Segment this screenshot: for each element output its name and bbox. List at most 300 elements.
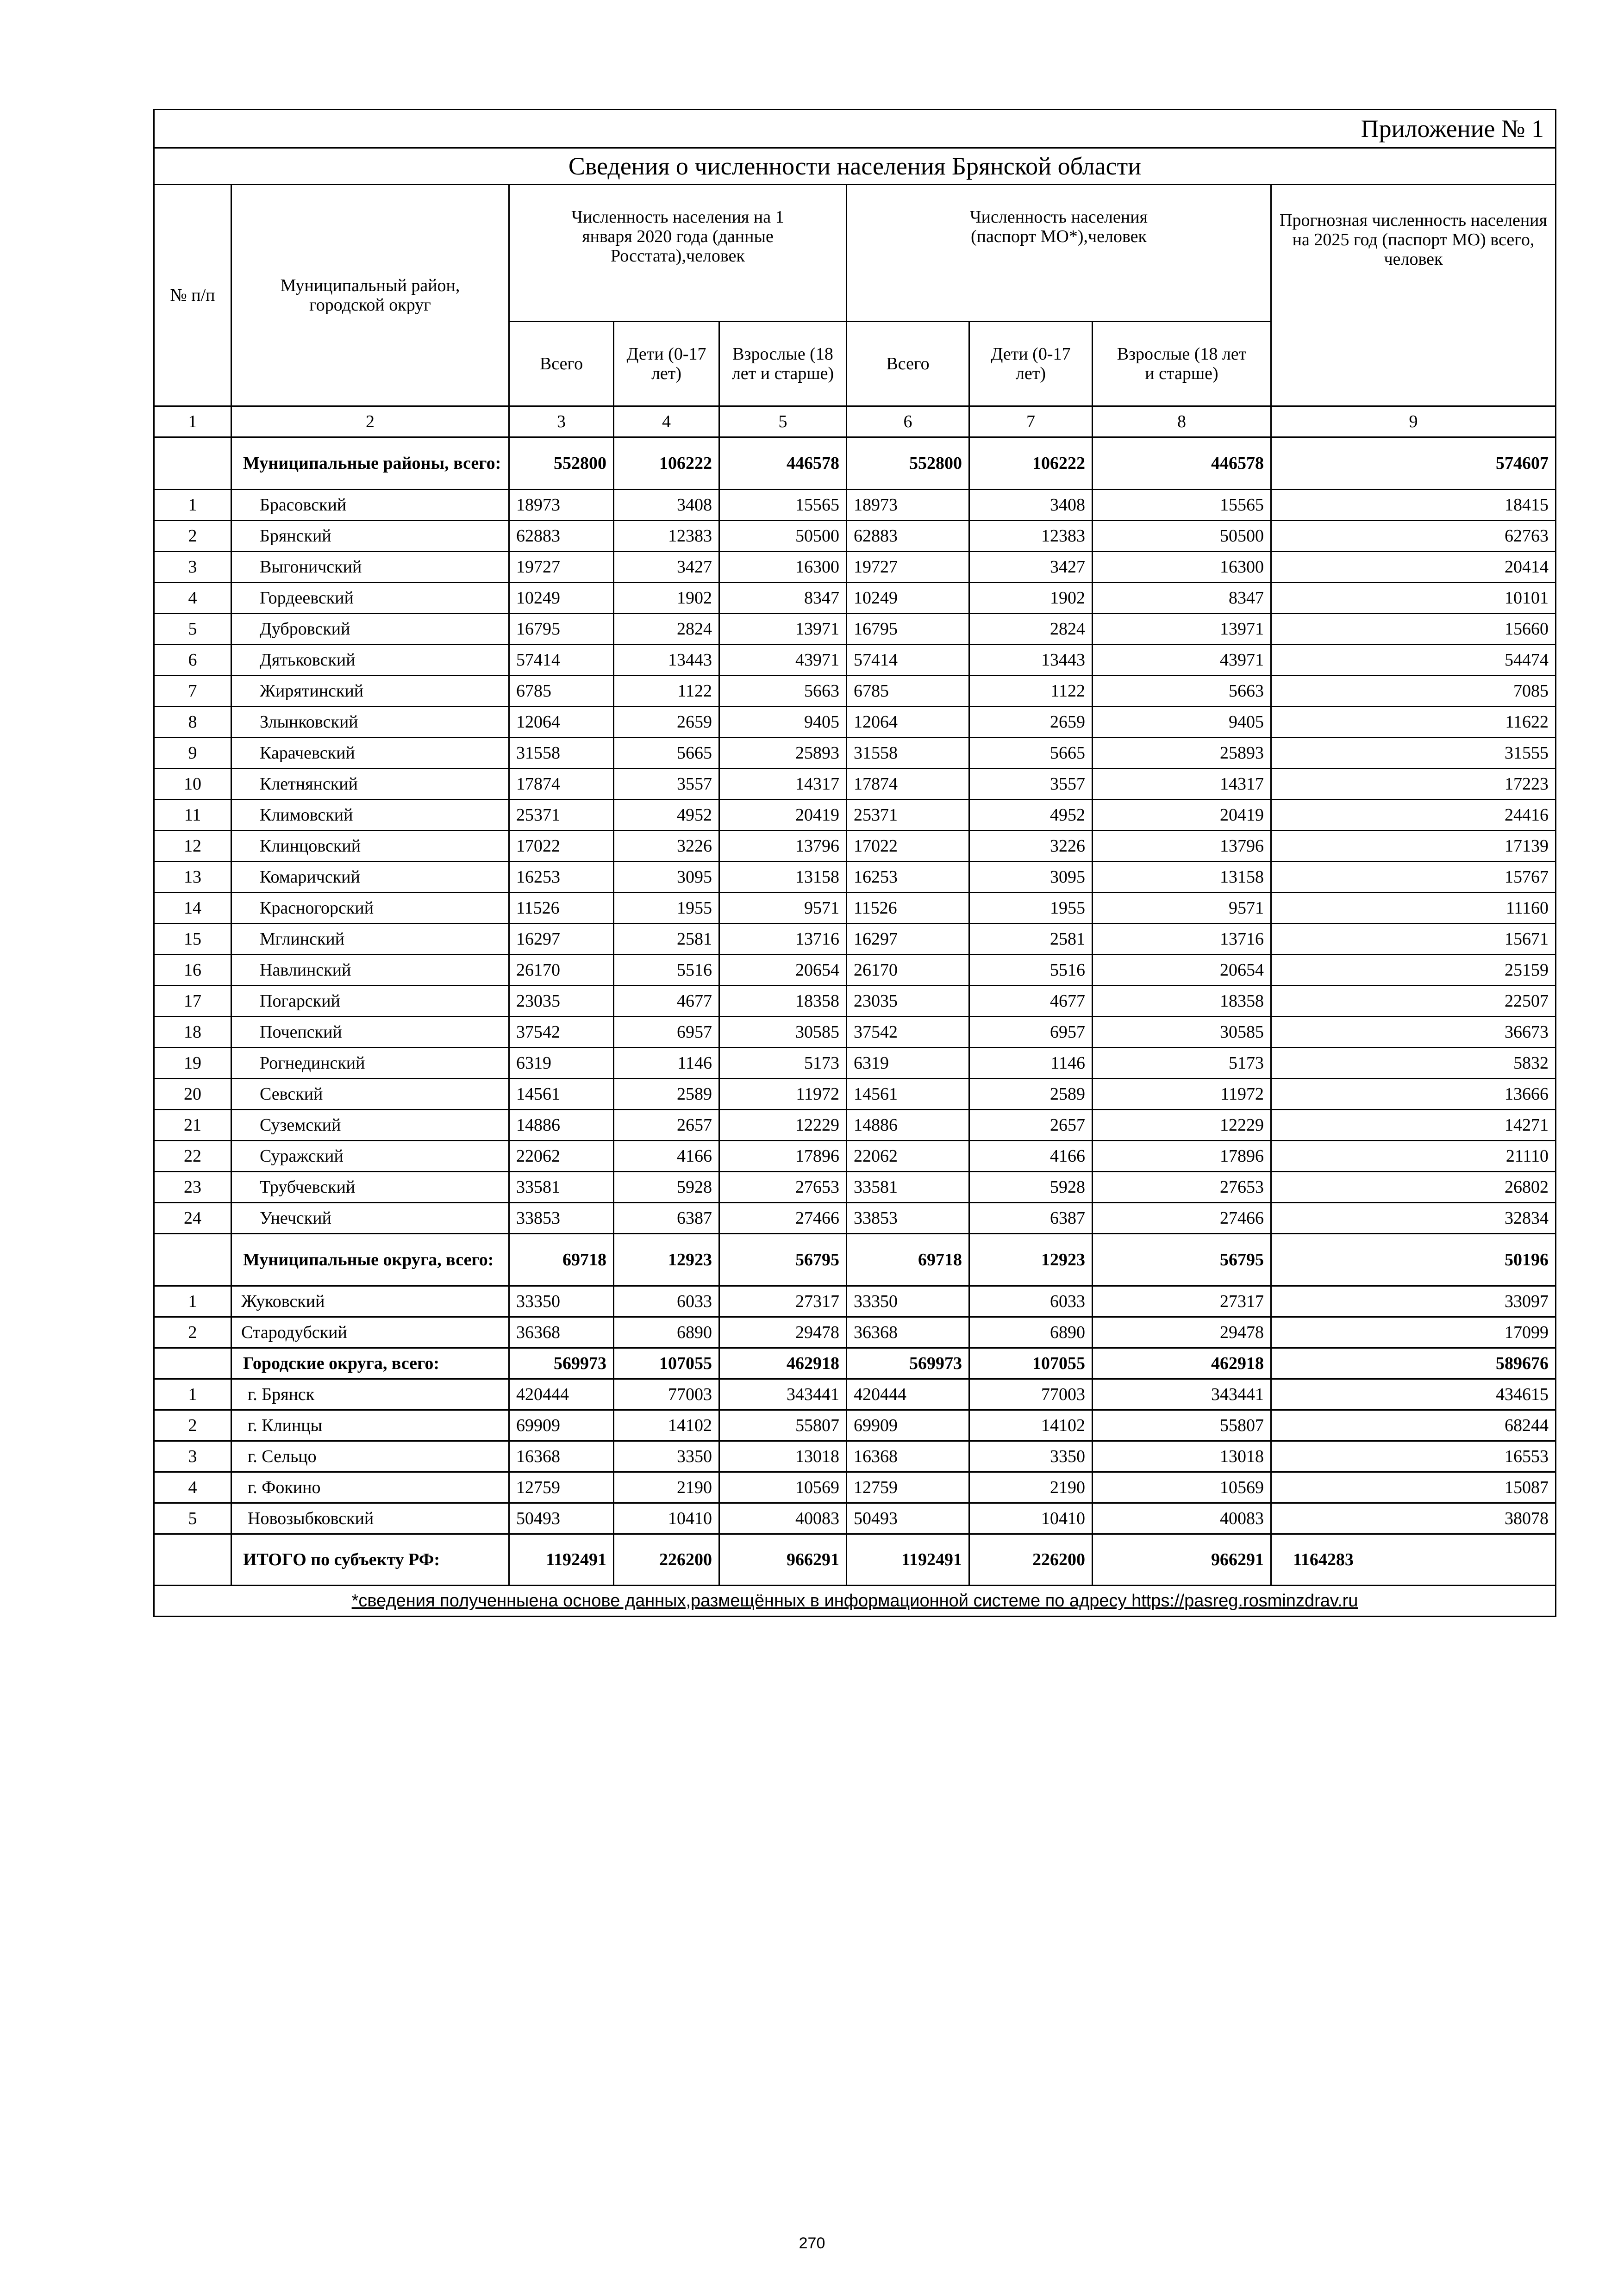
section-value: 552800 <box>509 437 614 490</box>
header-num: № п/п <box>154 185 231 406</box>
district-name: Красногорский <box>231 893 509 924</box>
table-row <box>154 676 1556 707</box>
table-row <box>154 1048 1556 1079</box>
population-value: 17022 <box>509 831 614 862</box>
population-value: 1122 <box>969 676 1093 707</box>
district-name: Брасовский <box>231 490 509 521</box>
district-name: Погарский <box>231 986 509 1017</box>
population-value: 20414 <box>1271 552 1556 583</box>
district-name: Унечский <box>231 1203 509 1234</box>
grand-total-row <box>154 1534 1556 1586</box>
column-number-row <box>154 406 1556 437</box>
population-value: 8347 <box>719 583 847 614</box>
appendix-label: Приложение № 1 <box>154 110 1556 148</box>
population-value: 16253 <box>847 862 969 893</box>
population-value: 27317 <box>1093 1286 1271 1317</box>
population-value: 25371 <box>847 800 969 831</box>
district-name: Клинцовский <box>231 831 509 862</box>
population-value: 43971 <box>1093 645 1271 676</box>
row-number: 14 <box>154 893 231 924</box>
population-value: 30585 <box>719 1017 847 1048</box>
population-value: 3427 <box>969 552 1093 583</box>
section-value: 569973 <box>509 1348 614 1379</box>
population-value: 5173 <box>719 1048 847 1079</box>
table-row <box>154 1079 1556 1110</box>
row-number: 21 <box>154 1110 231 1141</box>
population-value: 10101 <box>1271 583 1556 614</box>
population-value: 4166 <box>969 1141 1093 1172</box>
population-value: 15565 <box>1093 490 1271 521</box>
footnote: *сведения полученныена основе данных,размещённых в информационной системе по адресу https://pasreg.rosminzdrav.ru <box>154 1586 1556 1617</box>
population-value: 16297 <box>847 924 969 955</box>
row-number: 1 <box>154 490 231 521</box>
population-value: 55807 <box>719 1410 847 1441</box>
population-value: 11526 <box>847 893 969 924</box>
section-value: 69718 <box>509 1234 614 1286</box>
population-value: 420444 <box>509 1379 614 1410</box>
population-value: 12759 <box>847 1472 969 1503</box>
population-value: 14102 <box>969 1410 1093 1441</box>
row-number: 6 <box>154 645 231 676</box>
population-value: 14886 <box>509 1110 614 1141</box>
district-name: Почепский <box>231 1017 509 1048</box>
population-value: 33581 <box>847 1172 969 1203</box>
grand-total-value: 966291 <box>1093 1534 1271 1586</box>
population-value: 16795 <box>847 614 969 645</box>
district-name: Стародубский <box>231 1317 509 1348</box>
district-name: Трубчевский <box>231 1172 509 1203</box>
population-value: 2659 <box>614 707 719 738</box>
district-name: Навлинский <box>231 955 509 986</box>
row-number: 16 <box>154 955 231 986</box>
row-number <box>154 437 231 490</box>
table-row <box>154 1017 1556 1048</box>
population-value: 13796 <box>719 831 847 862</box>
population-value: 17139 <box>1271 831 1556 862</box>
population-value: 3427 <box>614 552 719 583</box>
population-value: 27653 <box>1093 1172 1271 1203</box>
section-value: 107055 <box>969 1348 1093 1379</box>
table-row <box>154 1110 1556 1141</box>
population-value: 1955 <box>614 893 719 924</box>
population-value: 27653 <box>719 1172 847 1203</box>
population-value: 13018 <box>1093 1441 1271 1472</box>
row-number: 2 <box>154 521 231 552</box>
population-value: 18358 <box>1093 986 1271 1017</box>
population-value: 20654 <box>1093 955 1271 986</box>
row-number: 23 <box>154 1172 231 1203</box>
population-value: 13716 <box>1093 924 1271 955</box>
population-value: 2589 <box>969 1079 1093 1110</box>
population-value: 13796 <box>1093 831 1271 862</box>
column-number: 5 <box>719 406 847 437</box>
population-value: 17896 <box>719 1141 847 1172</box>
district-name: Комаричский <box>231 862 509 893</box>
population-value: 2657 <box>614 1110 719 1141</box>
column-number: 7 <box>969 406 1093 437</box>
row-number: 10 <box>154 769 231 800</box>
table-row <box>154 1472 1556 1503</box>
row-number <box>154 1348 231 1379</box>
row-number: 4 <box>154 1472 231 1503</box>
population-value: 22062 <box>509 1141 614 1172</box>
population-value: 43971 <box>719 645 847 676</box>
population-value: 3408 <box>969 490 1093 521</box>
population-value: 33853 <box>847 1203 969 1234</box>
table-row <box>154 955 1556 986</box>
population-value: 5173 <box>1093 1048 1271 1079</box>
population-value: 6785 <box>509 676 614 707</box>
population-value: 11160 <box>1271 893 1556 924</box>
population-value: 15660 <box>1271 614 1556 645</box>
header-total-rosstat: Всего <box>509 322 614 406</box>
population-value: 27466 <box>719 1203 847 1234</box>
population-value: 6957 <box>969 1017 1093 1048</box>
population-value: 11972 <box>719 1079 847 1110</box>
row-number: 24 <box>154 1203 231 1234</box>
section-value: 462918 <box>719 1348 847 1379</box>
row-number: 19 <box>154 1048 231 1079</box>
population-value: 32834 <box>1271 1203 1556 1234</box>
table-row <box>154 1503 1556 1534</box>
population-value: 10410 <box>614 1503 719 1534</box>
district-name: Суражский <box>231 1141 509 1172</box>
table-row <box>154 1286 1556 1317</box>
population-value: 20419 <box>719 800 847 831</box>
population-value: 2659 <box>969 707 1093 738</box>
population-value: 3408 <box>614 490 719 521</box>
population-value: 54474 <box>1271 645 1556 676</box>
population-value: 62763 <box>1271 521 1556 552</box>
population-value: 23035 <box>509 986 614 1017</box>
population-value: 27317 <box>719 1286 847 1317</box>
population-value: 17874 <box>847 769 969 800</box>
population-value: 1902 <box>614 583 719 614</box>
district-name: Гордеевский <box>231 583 509 614</box>
population-value: 12229 <box>1093 1110 1271 1141</box>
population-value: 18358 <box>719 986 847 1017</box>
population-value: 2581 <box>614 924 719 955</box>
district-name: Суземский <box>231 1110 509 1141</box>
population-value: 68244 <box>1271 1410 1556 1441</box>
population-value: 50500 <box>719 521 847 552</box>
population-value: 1146 <box>969 1048 1093 1079</box>
section-summary-row <box>154 437 1556 490</box>
population-value: 5663 <box>1093 676 1271 707</box>
population-value: 17099 <box>1271 1317 1556 1348</box>
row-number: 4 <box>154 583 231 614</box>
population-value: 24416 <box>1271 800 1556 831</box>
population-value: 16795 <box>509 614 614 645</box>
district-name: Жирятинский <box>231 676 509 707</box>
population-value: 2190 <box>969 1472 1093 1503</box>
population-value: 2824 <box>969 614 1093 645</box>
population-value: 33097 <box>1271 1286 1556 1317</box>
population-value: 2190 <box>614 1472 719 1503</box>
row-number: 11 <box>154 800 231 831</box>
population-value: 11526 <box>509 893 614 924</box>
population-value: 37542 <box>847 1017 969 1048</box>
population-value: 14561 <box>847 1079 969 1110</box>
section-value: 12923 <box>969 1234 1093 1286</box>
population-value: 29478 <box>719 1317 847 1348</box>
population-value: 17022 <box>847 831 969 862</box>
grand-total-value: 1164283 <box>1271 1534 1556 1586</box>
population-value: 12383 <box>969 521 1093 552</box>
section-value: 12923 <box>614 1234 719 1286</box>
population-value: 31558 <box>847 738 969 769</box>
section-value: 574607 <box>1271 437 1556 490</box>
column-number: 2 <box>231 406 509 437</box>
population-value: 12229 <box>719 1110 847 1141</box>
population-value: 3350 <box>614 1441 719 1472</box>
population-value: 5665 <box>614 738 719 769</box>
population-value: 6033 <box>969 1286 1093 1317</box>
population-value: 37542 <box>509 1017 614 1048</box>
population-value: 2824 <box>614 614 719 645</box>
section-value: 552800 <box>847 437 969 490</box>
table-row <box>154 831 1556 862</box>
population-value: 13443 <box>969 645 1093 676</box>
population-value: 19727 <box>847 552 969 583</box>
population-value: 21110 <box>1271 1141 1556 1172</box>
population-value: 343441 <box>719 1379 847 1410</box>
population-value: 13716 <box>719 924 847 955</box>
section-value: 69718 <box>847 1234 969 1286</box>
population-table <box>153 109 1556 1617</box>
population-value: 6387 <box>614 1203 719 1234</box>
population-value: 20654 <box>719 955 847 986</box>
population-value: 1902 <box>969 583 1093 614</box>
population-value: 9405 <box>1093 707 1271 738</box>
population-value: 50500 <box>1093 521 1271 552</box>
population-value: 18973 <box>847 490 969 521</box>
population-value: 20419 <box>1093 800 1271 831</box>
page-number: 270 <box>799 2234 825 2252</box>
district-name: Дятьковский <box>231 645 509 676</box>
population-value: 13158 <box>1093 862 1271 893</box>
table-row <box>154 614 1556 645</box>
population-value: 13443 <box>614 645 719 676</box>
population-value: 22507 <box>1271 986 1556 1017</box>
population-value: 40083 <box>719 1503 847 1534</box>
header-children-rosstat: Дети (0-17 лет) <box>614 322 719 406</box>
population-value: 420444 <box>847 1379 969 1410</box>
row-number: 1 <box>154 1379 231 1410</box>
population-value: 6957 <box>614 1017 719 1048</box>
population-value: 33350 <box>509 1286 614 1317</box>
population-value: 33581 <box>509 1172 614 1203</box>
district-name: г. Фокино <box>231 1472 509 1503</box>
population-value: 3557 <box>969 769 1093 800</box>
population-value: 25371 <box>509 800 614 831</box>
population-value: 16300 <box>1093 552 1271 583</box>
section-value: 446578 <box>719 437 847 490</box>
population-value: 4952 <box>614 800 719 831</box>
population-value: 6890 <box>969 1317 1093 1348</box>
appendix-row <box>154 110 1556 148</box>
population-value: 12383 <box>614 521 719 552</box>
population-value: 3226 <box>969 831 1093 862</box>
population-value: 8347 <box>1093 583 1271 614</box>
table-row <box>154 893 1556 924</box>
population-value: 5663 <box>719 676 847 707</box>
row-number: 13 <box>154 862 231 893</box>
footnote-row <box>154 1586 1556 1617</box>
district-name: Брянский <box>231 521 509 552</box>
population-value: 6785 <box>847 676 969 707</box>
row-number: 9 <box>154 738 231 769</box>
population-value: 5516 <box>614 955 719 986</box>
population-value: 16300 <box>719 552 847 583</box>
population-value: 13971 <box>1093 614 1271 645</box>
population-value: 343441 <box>1093 1379 1271 1410</box>
row-number: 12 <box>154 831 231 862</box>
population-value: 14886 <box>847 1110 969 1141</box>
population-value: 9571 <box>719 893 847 924</box>
population-value: 11622 <box>1271 707 1556 738</box>
population-value: 17896 <box>1093 1141 1271 1172</box>
population-value: 13018 <box>719 1441 847 1472</box>
table-row <box>154 1141 1556 1172</box>
population-value: 2589 <box>614 1079 719 1110</box>
table-row <box>154 490 1556 521</box>
population-value: 10249 <box>509 583 614 614</box>
grand-total-value: 1192491 <box>509 1534 614 1586</box>
population-value: 69909 <box>847 1410 969 1441</box>
population-value: 22062 <box>847 1141 969 1172</box>
row-number: 20 <box>154 1079 231 1110</box>
population-value: 25893 <box>1093 738 1271 769</box>
population-value: 9405 <box>719 707 847 738</box>
section-value: 106222 <box>614 437 719 490</box>
population-value: 5928 <box>969 1172 1093 1203</box>
row-number: 3 <box>154 1441 231 1472</box>
district-name: Севский <box>231 1079 509 1110</box>
section-summary-row <box>154 1348 1556 1379</box>
row-number <box>154 1234 231 1286</box>
section-value: 56795 <box>1093 1234 1271 1286</box>
table-row <box>154 769 1556 800</box>
population-value: 25159 <box>1271 955 1556 986</box>
population-value: 3095 <box>969 862 1093 893</box>
population-value: 16368 <box>847 1441 969 1472</box>
population-value: 1122 <box>614 676 719 707</box>
population-value: 77003 <box>969 1379 1093 1410</box>
row-number: 5 <box>154 614 231 645</box>
table-row <box>154 924 1556 955</box>
column-number: 1 <box>154 406 231 437</box>
column-number: 4 <box>614 406 719 437</box>
population-value: 50493 <box>847 1503 969 1534</box>
row-number: 5 <box>154 1503 231 1534</box>
population-value: 27466 <box>1093 1203 1271 1234</box>
population-value: 6319 <box>509 1048 614 1079</box>
population-value: 15767 <box>1271 862 1556 893</box>
population-value: 13158 <box>719 862 847 893</box>
population-value: 4677 <box>969 986 1093 1017</box>
row-number: 7 <box>154 676 231 707</box>
title-row <box>154 148 1556 185</box>
table-row <box>154 1317 1556 1348</box>
header-forecast: Прогнозная численность населения на 2025 год (паспорт МО) всего, человек <box>1271 185 1556 406</box>
population-value: 6319 <box>847 1048 969 1079</box>
population-value: 14102 <box>614 1410 719 1441</box>
population-value: 77003 <box>614 1379 719 1410</box>
section-value: 56795 <box>719 1234 847 1286</box>
section-label: Городские округа, всего: <box>231 1348 509 1379</box>
section-value: 107055 <box>614 1348 719 1379</box>
section-label: Муниципальные округа, всего: <box>231 1234 509 1286</box>
population-value: 29478 <box>1093 1317 1271 1348</box>
population-value: 6033 <box>614 1286 719 1317</box>
population-value: 62883 <box>509 521 614 552</box>
population-value: 16553 <box>1271 1441 1556 1472</box>
district-name: г. Брянск <box>231 1379 509 1410</box>
population-value: 16253 <box>509 862 614 893</box>
population-value: 2581 <box>969 924 1093 955</box>
population-value: 15087 <box>1271 1472 1556 1503</box>
section-value: 589676 <box>1271 1348 1556 1379</box>
grand-total-label: ИТОГО по субъекту РФ: <box>231 1534 509 1586</box>
population-value: 16297 <box>509 924 614 955</box>
grand-total-value: 226200 <box>614 1534 719 1586</box>
row-number: 22 <box>154 1141 231 1172</box>
header-group-rosstat: Численность населения на 1 января 2020 года (данные Росстата),человек <box>509 185 847 322</box>
population-value: 6387 <box>969 1203 1093 1234</box>
population-value: 7085 <box>1271 676 1556 707</box>
grand-total-value: 226200 <box>969 1534 1093 1586</box>
district-name: г. Сельцо <box>231 1441 509 1472</box>
table-row <box>154 521 1556 552</box>
district-name: Выгоничский <box>231 552 509 583</box>
population-value: 3095 <box>614 862 719 893</box>
grand-total-value: 1192491 <box>847 1534 969 1586</box>
population-value: 30585 <box>1093 1017 1271 1048</box>
population-value: 36368 <box>509 1317 614 1348</box>
header-adults-rosstat: Взрослые (18 лет и старше) <box>719 322 847 406</box>
population-value: 40083 <box>1093 1503 1271 1534</box>
population-value: 16368 <box>509 1441 614 1472</box>
district-name: Злынковский <box>231 707 509 738</box>
population-value: 25893 <box>719 738 847 769</box>
section-label: Муниципальные районы, всего: <box>231 437 509 490</box>
section-value: 446578 <box>1093 437 1271 490</box>
grand-total-value: 966291 <box>719 1534 847 1586</box>
district-name: Клетнянский <box>231 769 509 800</box>
table-row <box>154 1441 1556 1472</box>
population-value: 50493 <box>509 1503 614 1534</box>
section-value: 462918 <box>1093 1348 1271 1379</box>
district-name: г. Клинцы <box>231 1410 509 1441</box>
population-value: 26802 <box>1271 1172 1556 1203</box>
row-number: 2 <box>154 1410 231 1441</box>
table-title: Сведения о численности населения Брянской области <box>154 148 1556 185</box>
population-value: 14317 <box>1093 769 1271 800</box>
population-value: 14561 <box>509 1079 614 1110</box>
population-value: 15565 <box>719 490 847 521</box>
district-name: Мглинский <box>231 924 509 955</box>
table-row <box>154 1410 1556 1441</box>
population-value: 55807 <box>1093 1410 1271 1441</box>
population-value: 5832 <box>1271 1048 1556 1079</box>
population-value: 19727 <box>509 552 614 583</box>
section-summary-row <box>154 1234 1556 1286</box>
row-number: 3 <box>154 552 231 583</box>
population-value: 10569 <box>719 1472 847 1503</box>
table-row <box>154 1172 1556 1203</box>
header-total-passport: Всего <box>847 322 969 406</box>
